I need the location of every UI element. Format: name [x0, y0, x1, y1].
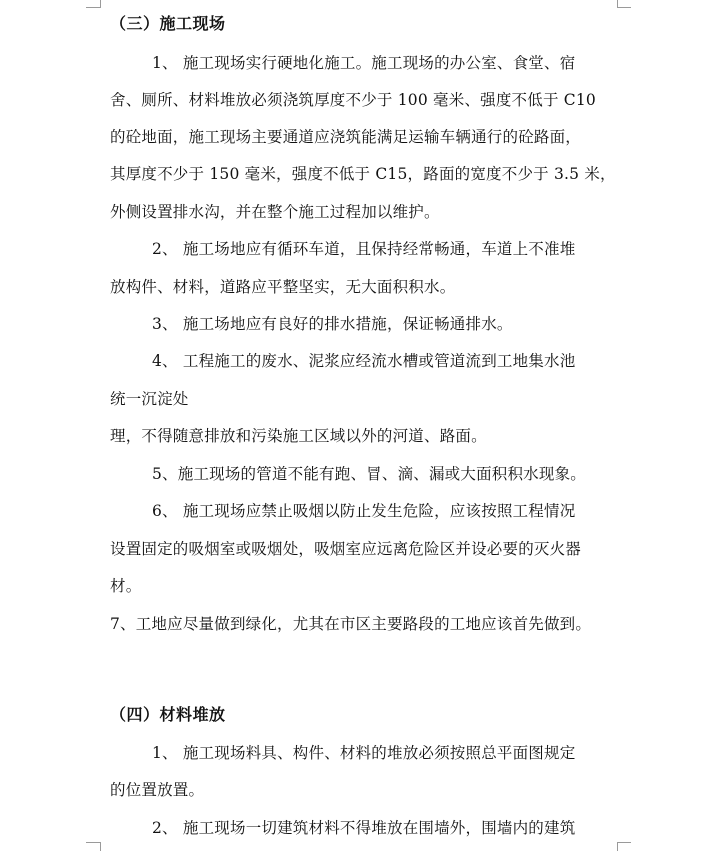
paragraph-line: 统一沉淀处	[110, 390, 189, 408]
section-heading: （四）材料堆放	[110, 705, 226, 724]
paragraph-line: 4、 工程施工的废水、泥浆应经流水槽或管道流到工地集水池	[152, 352, 576, 370]
crop-mark	[86, 842, 100, 843]
crop-mark	[100, 0, 101, 8]
paragraph-line: 2、 施工场地应有循环车道，且保持经常畅通，车道上不准堆	[152, 240, 576, 258]
crop-mark	[617, 7, 631, 8]
paragraph-line: 5、施工现场的管道不能有跑、冒、滴、漏或大面积积水现象。	[152, 465, 586, 483]
section-heading: （三）施工现场	[110, 14, 226, 33]
paragraph-line: 材。	[110, 577, 142, 595]
paragraph-line: 6、 施工现场应禁止吸烟以防止发生危险，应该按照工程情况	[152, 502, 576, 520]
paragraph-line: 3、 施工场地应有良好的排水措施，保证畅通排水。	[152, 315, 513, 333]
paragraph-line: 7、工地应尽量做到绿化，尤其在市区主要路段的工地应该首先做到。	[110, 615, 592, 633]
crop-mark	[86, 7, 100, 8]
crop-mark	[617, 0, 618, 8]
paragraph-line: 的砼地面，施工现场主要通道应浇筑能满足运输车辆通行的砼路面，	[110, 128, 582, 146]
paragraph-line: 设置固定的吸烟室或吸烟处，吸烟室应远离危险区并设必要的灭火器	[110, 540, 582, 558]
paragraph-line: 舍、厕所、材料堆放必须浇筑厚度不少于 100 毫米、强度不低于 C10	[110, 91, 596, 109]
paragraph-line: 其厚度不少于 150 毫米，强度不低于 C15，路面的宽度不少于 3.5 米，	[110, 165, 616, 183]
paragraph-line: 外侧设置排水沟，并在整个施工过程加以维护。	[110, 203, 440, 221]
paragraph-line: 1、 施工现场料具、构件、材料的堆放必须按照总平面图规定	[152, 744, 576, 762]
crop-mark	[617, 842, 618, 851]
paragraph-line: 放构件、材料，道路应平整坚实，无大面积积水。	[110, 278, 456, 296]
paragraph-line: 2、 施工现场一切建筑材料不得堆放在围墙外，围墙内的建筑	[152, 819, 576, 837]
paragraph-line: 理，不得随意排放和污染施工区域以外的河道、路面。	[110, 427, 487, 445]
paragraph-line: 的位置放置。	[110, 781, 205, 799]
crop-mark	[100, 842, 101, 851]
paragraph-line: 1、 施工现场实行硬地化施工。施工现场的办公室、食堂、宿	[152, 54, 576, 72]
crop-mark	[617, 842, 631, 843]
